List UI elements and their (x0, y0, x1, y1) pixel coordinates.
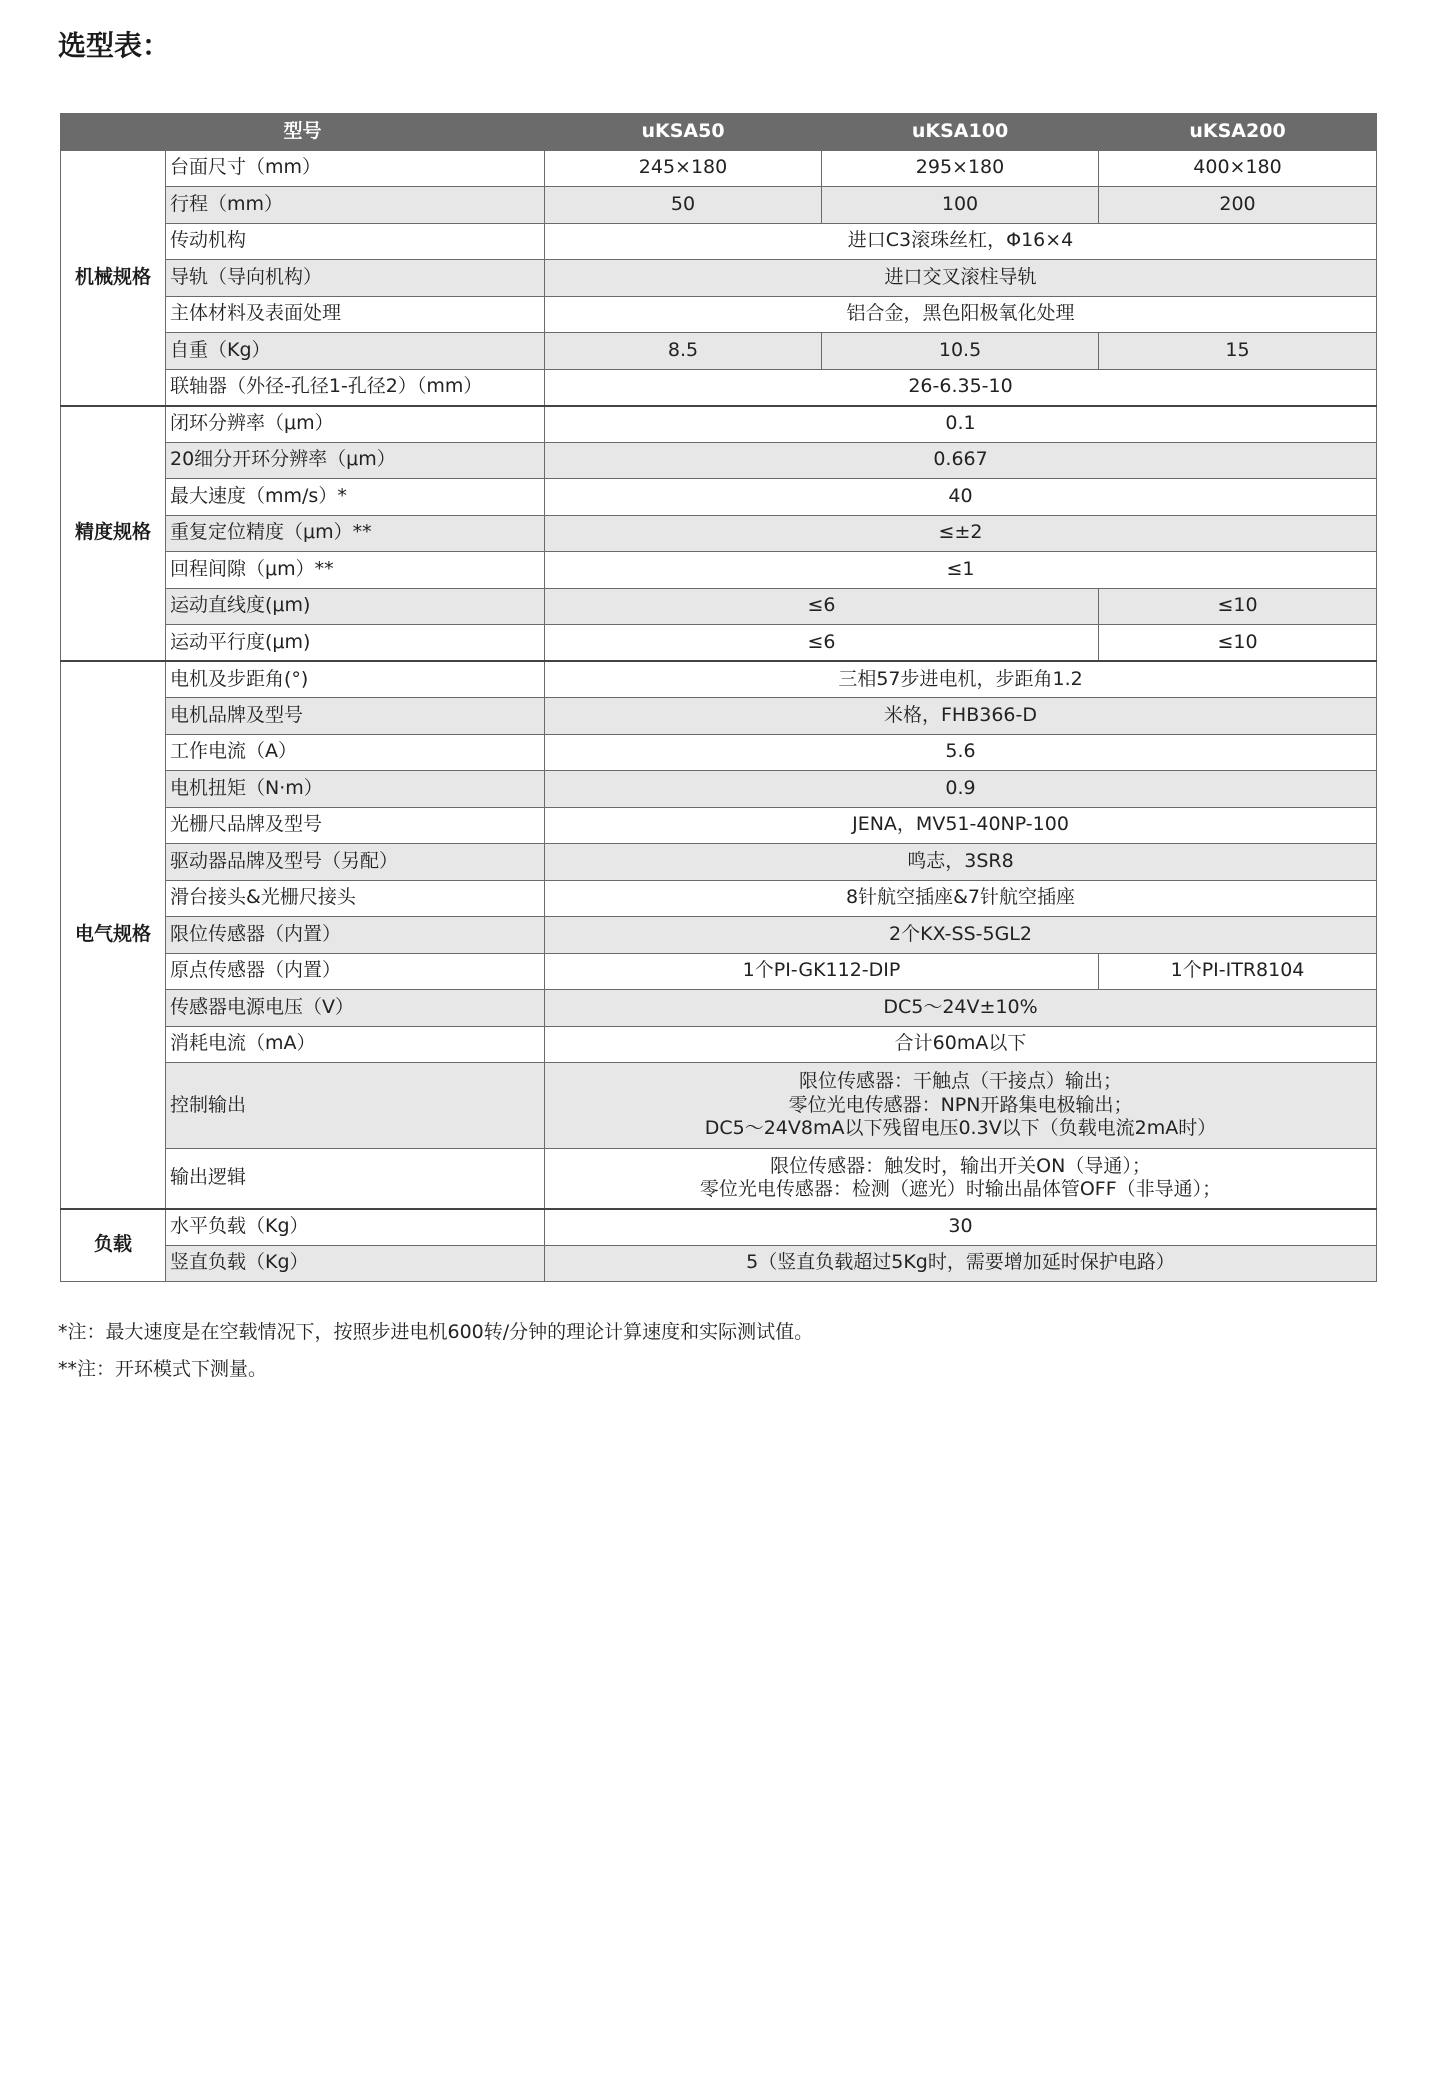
header-uksa100: uKSA100 (822, 114, 1099, 151)
value-cell: 5.6 (545, 734, 1377, 771)
header-model: 型号 (61, 114, 545, 151)
value-cell: 5（竖直负载超过5Kg时，需要增加延时保护电路） (545, 1245, 1377, 1282)
table-row (61, 260, 1377, 297)
value-cell: 铝合金，黑色阳极氧化处理 (545, 296, 1377, 333)
value-cell: 400×180 (1099, 150, 1377, 187)
value-cell: 30 (545, 1209, 1377, 1246)
table-row (61, 296, 1377, 333)
value-cell: 8.5 (545, 333, 822, 370)
param-label: 驱动器品牌及型号（另配） (166, 844, 545, 881)
param-label: 光栅尺品牌及型号 (166, 807, 545, 844)
table-row (61, 1245, 1377, 1282)
param-label: 重复定位精度（μm）** (166, 515, 545, 552)
value-cell: 米格，FHB366-D (545, 698, 1377, 735)
param-label: 电机扭矩（N·m） (166, 771, 545, 808)
table-row (61, 1149, 1377, 1209)
table-row (61, 990, 1377, 1027)
header-uksa200: uKSA200 (1099, 114, 1377, 151)
param-label: 原点传感器（内置） (166, 953, 545, 990)
value-cell: 100 (822, 187, 1099, 224)
table-row (61, 698, 1377, 735)
table-row (61, 771, 1377, 808)
value-line: DC5～24V8mA以下残留电压0.3V以下（负载电流2mA时） (704, 1117, 1217, 1140)
table-row (61, 588, 1377, 625)
value-line: 零位光电传感器：检测（遮光）时输出晶体管OFF（非导通）； (699, 1178, 1222, 1201)
value-cell: ≤1 (545, 552, 1377, 589)
param-label: 台面尺寸（mm） (166, 150, 545, 187)
value-cell: 295×180 (822, 150, 1099, 187)
value-cell: ≤±2 (545, 515, 1377, 552)
value-cell: ≤6 (545, 625, 1099, 662)
value-cell: DC5～24V±10% (545, 990, 1377, 1027)
value-cell: 0.667 (545, 442, 1377, 479)
value-cell: 26-6.35-10 (545, 369, 1377, 406)
page-title: 选型表： (58, 29, 171, 62)
value-cell: 0.1 (545, 406, 1377, 443)
table-row (61, 406, 1377, 443)
table-row (61, 442, 1377, 479)
value-cell: JENA，MV51-40NP-100 (545, 807, 1377, 844)
param-label: 运动平行度(μm) (166, 625, 545, 662)
value-cell: 合计60mA以下 (545, 1026, 1377, 1063)
param-label: 滑台接头&光栅尺接头 (166, 880, 545, 917)
value-cell: 三相57步进电机，步距角1.2 (545, 661, 1377, 698)
param-label: 传感器电源电压（V） (166, 990, 545, 1027)
value-cell: 200 (1099, 187, 1377, 224)
table-row (61, 953, 1377, 990)
value-cell: 1个PI-ITR8104 (1099, 953, 1377, 990)
table-row (61, 369, 1377, 406)
selection-table (60, 113, 1377, 1282)
table-row (61, 880, 1377, 917)
value-line: 限位传感器：干触点（干接点）输出； (799, 1069, 1123, 1092)
table-row (61, 1063, 1377, 1149)
param-label: 电机品牌及型号 (166, 698, 545, 735)
param-label: 电机及步距角(°) (166, 661, 545, 698)
value-cell: 鸣志，3SR8 (545, 844, 1377, 881)
table-row (61, 552, 1377, 589)
value-line: 限位传感器：触发时，输出开关ON（导通）； (770, 1154, 1151, 1177)
value-cell: 245×180 (545, 150, 822, 187)
table-row (61, 625, 1377, 662)
value-cell: 40 (545, 479, 1377, 516)
param-label: 闭环分辨率（μm） (166, 406, 545, 443)
table-row (61, 333, 1377, 370)
param-label: 消耗电流（mA） (166, 1026, 545, 1063)
value-cell: 15 (1099, 333, 1377, 370)
value-cell (545, 1149, 1377, 1209)
table-row (61, 1026, 1377, 1063)
table-row (61, 661, 1377, 698)
table-row (61, 187, 1377, 224)
table-row (61, 1209, 1377, 1246)
table-row (61, 479, 1377, 516)
value-cell: ≤6 (545, 588, 1099, 625)
value-cell: ≤10 (1099, 588, 1377, 625)
param-label: 联轴器（外径-孔径1-孔径2）（mm） (166, 369, 545, 406)
table-row (61, 917, 1377, 954)
param-label: 传动机构 (166, 223, 545, 260)
value-cell: ≤10 (1099, 625, 1377, 662)
value-cell: 2个KX-SS-5GL2 (545, 917, 1377, 954)
group-load: 负载 (61, 1209, 166, 1282)
param-label: 限位传感器（内置） (166, 917, 545, 954)
param-label: 行程（mm） (166, 187, 545, 224)
value-cell: 进口C3滚珠丝杠，Φ16×4 (545, 223, 1377, 260)
table-row (61, 515, 1377, 552)
value-cell: 8针航空插座&7针航空插座 (545, 880, 1377, 917)
value-cell: 1个PI-GK112-DIP (545, 953, 1099, 990)
header-uksa50: uKSA50 (545, 114, 822, 151)
table-row (61, 150, 1377, 187)
table-header-row (61, 114, 1377, 151)
value-line: 零位光电传感器：NPN开路集电极输出； (788, 1093, 1133, 1116)
param-label: 20细分开环分辨率（μm） (166, 442, 545, 479)
table-row (61, 734, 1377, 771)
param-label: 自重（Kg） (166, 333, 545, 370)
param-label: 工作电流（A） (166, 734, 545, 771)
param-label: 控制输出 (166, 1063, 545, 1149)
param-label: 导轨（导向机构） (166, 260, 545, 297)
group-mechanical: 机械规格 (61, 150, 166, 406)
param-label: 竖直负载（Kg） (166, 1245, 545, 1282)
param-label: 输出逻辑 (166, 1149, 545, 1209)
value-cell (545, 1063, 1377, 1149)
footnote: *注：最大速度是在空载情况下，按照步进电机600转/分钟的理论计算速度和实际测试值。 (58, 1321, 814, 1343)
table-row (61, 807, 1377, 844)
value-cell: 0.9 (545, 771, 1377, 808)
footnote: **注：开环模式下测量。 (58, 1358, 268, 1380)
group-electrical: 电气规格 (61, 661, 166, 1209)
table-row (61, 844, 1377, 881)
param-label: 最大速度（mm/s）* (166, 479, 545, 516)
param-label: 主体材料及表面处理 (166, 296, 545, 333)
value-cell: 10.5 (822, 333, 1099, 370)
value-cell: 进口交叉滚柱导轨 (545, 260, 1377, 297)
param-label: 水平负载（Kg） (166, 1209, 545, 1246)
footnotes (58, 1319, 813, 1393)
group-precision: 精度规格 (61, 406, 166, 662)
value-cell: 50 (545, 187, 822, 224)
param-label: 回程间隙（μm）** (166, 552, 545, 589)
param-label: 运动直线度(μm) (166, 588, 545, 625)
table-row (61, 223, 1377, 260)
